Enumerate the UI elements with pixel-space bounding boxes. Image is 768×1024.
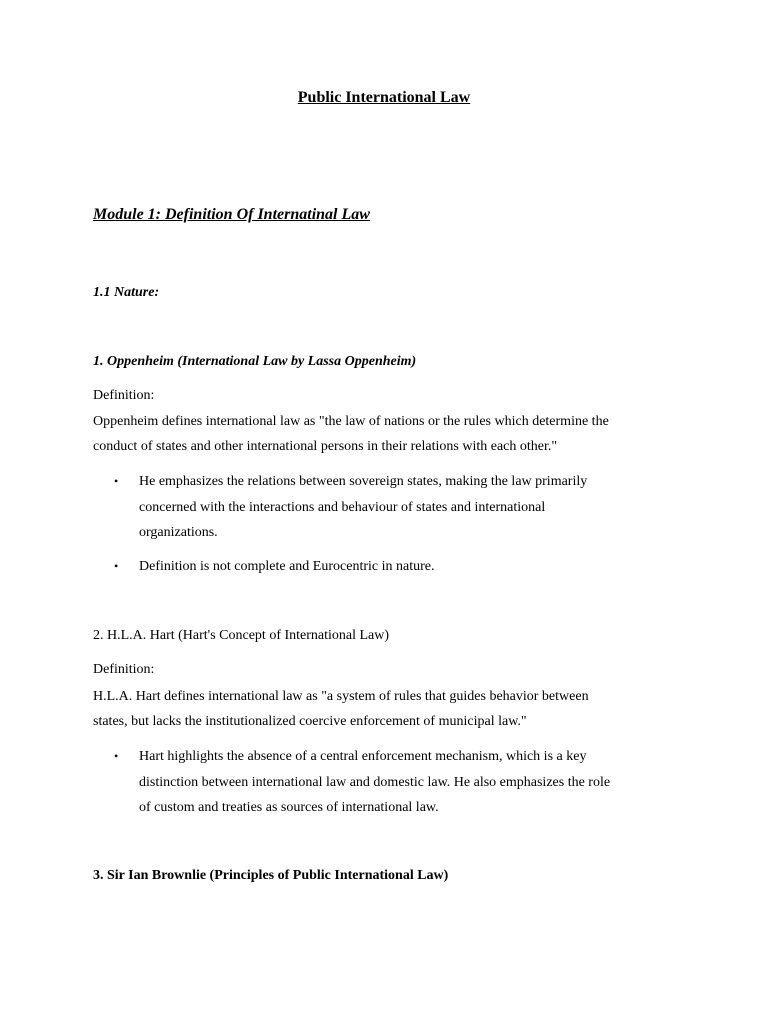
definition-line: states, but lacks the institutionalized coercive enforcement of municipal law." (93, 714, 527, 729)
bullet-line: concerned with the interactions and behaviour of states and international (139, 499, 546, 515)
list-item (114, 469, 684, 546)
brownlie-heading: 3. Sir Ian Brownlie (Principles of Public International Law) (93, 868, 449, 883)
list-item (114, 554, 684, 580)
bullet-line: of custom and treaties as sources of international law. (139, 800, 439, 815)
bullet-line: Definition is not complete and Eurocentric in nature. (139, 559, 435, 574)
hart-definition-label: Definition: (93, 662, 155, 677)
definition-line: Oppenheim defines international law as "the law of nations or the rules which determine the (93, 414, 609, 429)
bullet-line: distinction between international law and domestic law. He also emphasizes the role (139, 774, 611, 790)
document-title: Public International Law (297, 89, 471, 106)
bullet-icon: • (114, 559, 119, 573)
hart-definition-text (93, 684, 683, 734)
bullet-line: Hart highlights the absence of a central enforcement mechanism, which is a key (139, 749, 587, 764)
oppenheim-definition-label: Definition: (93, 388, 155, 403)
bullet-icon: • (114, 474, 119, 488)
oppenheim-heading: 1. Oppenheim (International Law by Lassa Oppenheim) (93, 354, 417, 369)
bullet-icon: • (114, 749, 119, 763)
bullet-line: He emphasizes the relations between sovereign states, making the law primarily (139, 474, 588, 489)
list-item (114, 744, 684, 821)
bullet-line: organizations. (139, 525, 218, 540)
hart-heading: 2. H.L.A. Hart (Hart's Concept of International Law) (93, 628, 390, 643)
oppenheim-definition-text (93, 409, 683, 459)
section-heading-nature: 1.1 Nature: (93, 285, 160, 300)
definition-line: conduct of states and other international persons in their relations with each other." (93, 439, 558, 454)
definition-line: H.L.A. Hart defines international law as "a system of rules that guides behavior between (93, 689, 589, 704)
module-title: Module 1: Definition Of Internatinal Law (93, 206, 370, 223)
